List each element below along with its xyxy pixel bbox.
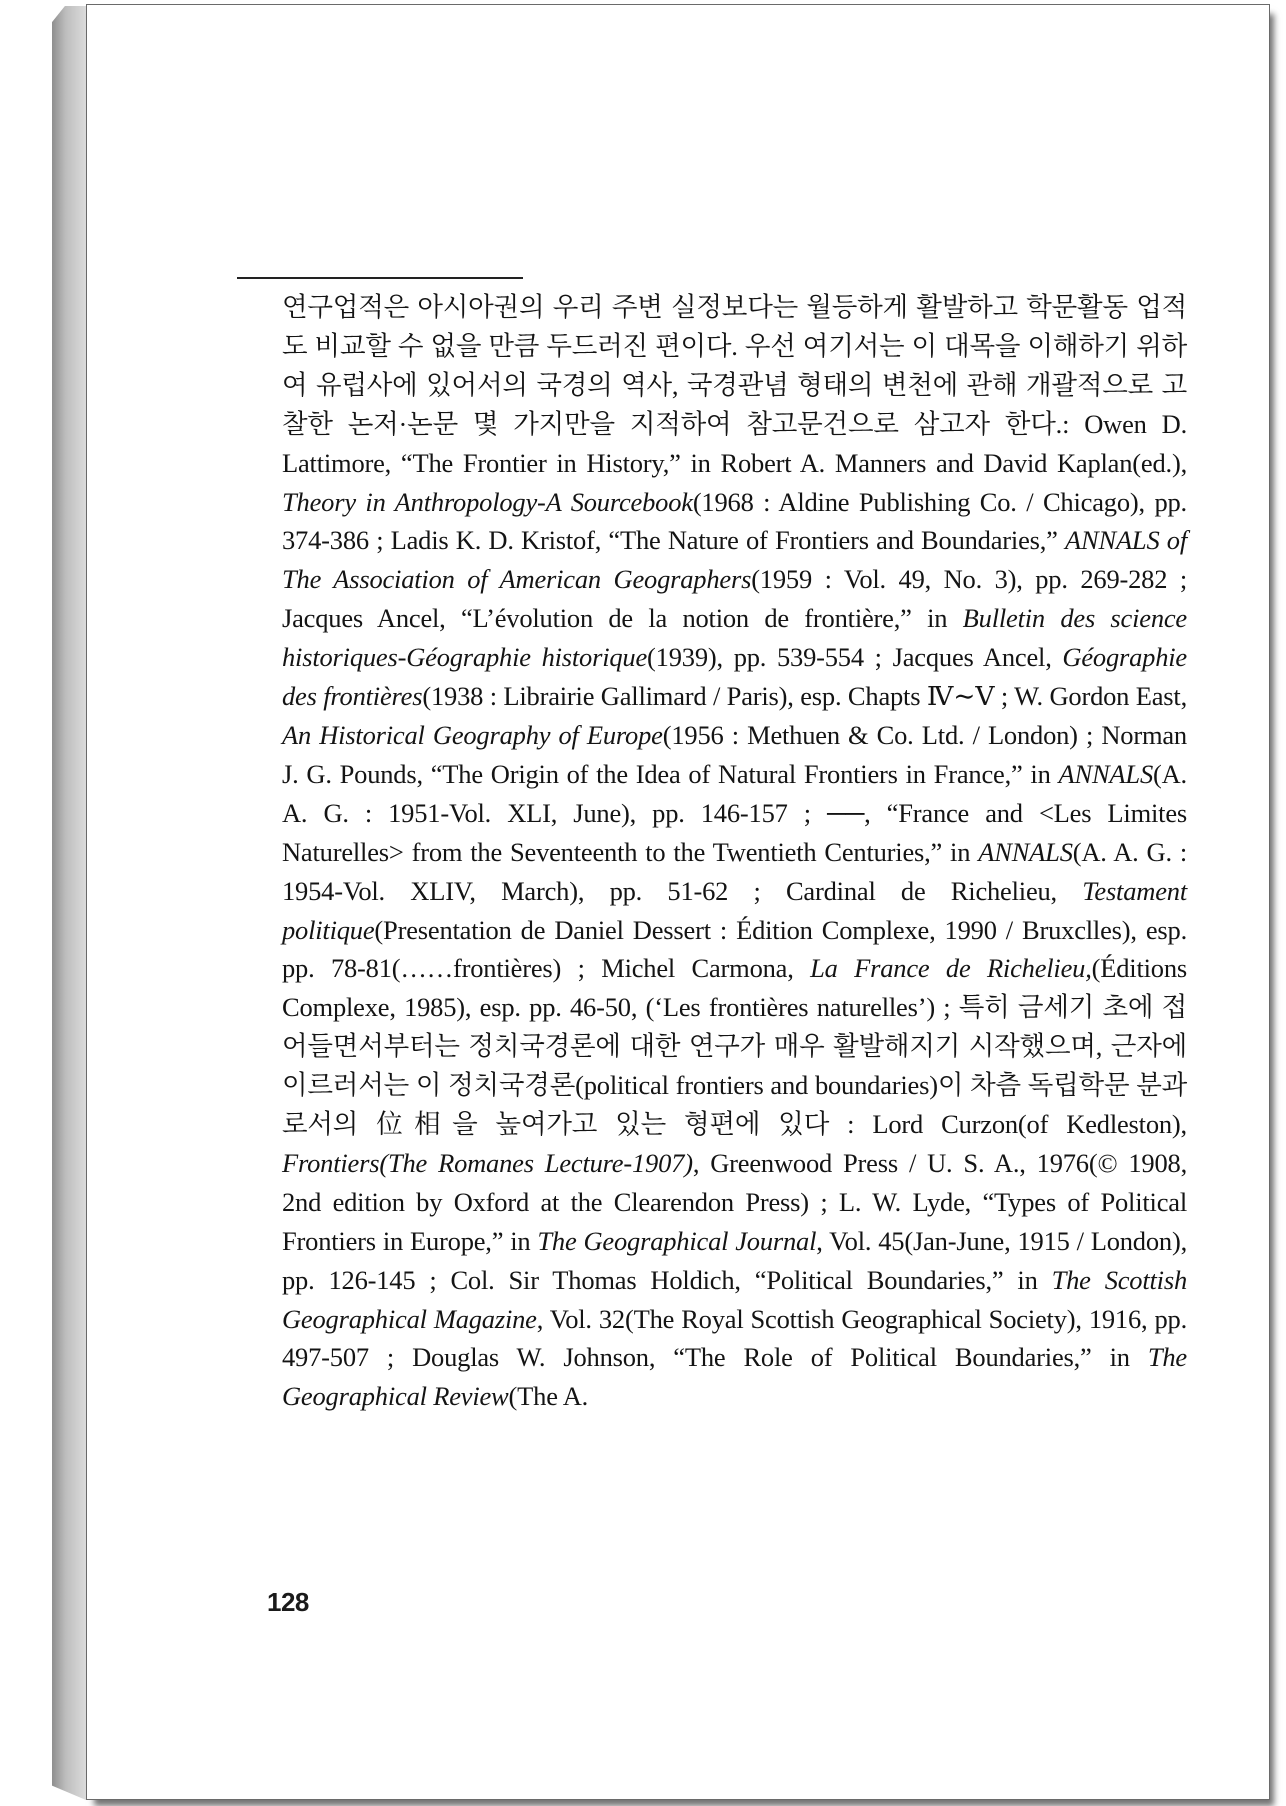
footnote-italic-title: The Geographical Review bbox=[282, 1342, 1187, 1412]
book-page-edge bbox=[52, 6, 86, 1800]
footnote-run: (Presentation de Daniel Dessert : Édition Complexe, 1990 / Bruxclles), esp. pp. 78-81(……frontières) ; Michel Carmona, bbox=[282, 914, 1187, 984]
footnote-run: (A. A. G. : 1954-Vol. XLIV, March), pp. 51-62 ; Cardinal de Richelieu, bbox=[282, 836, 1188, 906]
footnote-run: (1959 : Vol. 49, No. 3), pp. 269-282 ; Jacques Ancel, “L’évolution de la notion de frontière,” in bbox=[282, 564, 1187, 634]
footnote-text bbox=[282, 288, 1187, 1416]
footnote-separator bbox=[237, 277, 523, 279]
footnote-italic-title: The Geographical Journal bbox=[537, 1225, 817, 1256]
footnote-italic-title: Frontiers(The Romanes Lecture-1907) bbox=[282, 1147, 693, 1178]
footnote-italic-title: Testament politique bbox=[282, 875, 1187, 945]
footnote-run: 연구업적은 아시아권의 우리 주변 실정보다는 월등하게 활발하고 학문활동 업적도 비교할 수 없을 만큼 두드러진 편이다. 우선 여기서는 이 대목을 이해하기 위하여 유럽사에 있어서의 국경의 역사, 국경관념 형태의 변천에 관해 개괄적으로 고찰한 논저·논문 몇 가지만을 지적하여 참고문건으로 삼고자 한다.: Owen D. Lattimore, “The Frontier in History,” in Robert A. Manners and David Kaplan(ed.), bbox=[282, 292, 1187, 478]
footnote-italic-title: Bulletin des science historiques-Géographie historique bbox=[282, 603, 1187, 673]
footnote-run: , Vol. 32(The Royal Scottish Geographical Society), 1916, pp. 497-507 ; Douglas W. Johnson, “The Role of Political Boundaries,” in bbox=[282, 1303, 1187, 1373]
footnote-italic-title: An Historical Geography of Europe bbox=[282, 719, 663, 750]
footnote-italic-title: La France de Richelieu, bbox=[810, 953, 1092, 984]
footnote-run: (Éditions Complexe, 1985), esp. pp. 46-50, (‘Les frontières naturelles’) ; 특히 금세기 초에 접어들면서부터는 정치국경론에 대한 연구가 매우 활발해지기 시작했으며, 근자에 이르러서는 이 정치국경론(political frontiers and boundaries)이 차츰 독립학문 분과로서의 位相을 높여가고 있는 형편에 있다 : Lord Curzon(of Kedleston), bbox=[282, 953, 1187, 1140]
footnote-italic-title: Géographie des frontières bbox=[282, 642, 1187, 712]
footnote-run: (1938 : Librairie Gallimard / Paris), esp. Chapts Ⅳ∼Ⅴ ; W. Gordon East, bbox=[422, 681, 1187, 712]
footnote-run: , Greenwood Press / U. S. A., 1976(© 1908, 2nd edition by Oxford at the Clearendon Press) ; L. W. Lyde, “Types of Political Frontiers in Europe,” in bbox=[282, 1147, 1188, 1256]
footnote-run: , Vol. 45(Jan-June, 1915 / London), pp. 126-145 ; Col. Sir Thomas Holdich, “Political Boundaries,” in bbox=[282, 1225, 1187, 1295]
footnote-italic-title: ANNALS bbox=[978, 836, 1073, 867]
footnote-italic-title: The Scottish Geographical Magazine bbox=[282, 1264, 1188, 1334]
footnote-italic-title: ANNALS of The Association of American Geographers bbox=[282, 525, 1187, 595]
footnote-run: (1939), pp. 539-554 ; Jacques Ancel, bbox=[647, 642, 1063, 673]
page-number: 128 bbox=[267, 1587, 309, 1617]
footnote-run: (A. A. G. : 1951-Vol. XLI, June), pp. 146-157 ; ──, “France and <Les Limites Naturelles> from the Seventeenth to the Twentieth Centuries,” in bbox=[282, 758, 1187, 867]
footnote-run: (The A. bbox=[508, 1381, 589, 1412]
footnote-run: (1968 : Aldine Publishing Co. / Chicago), pp. 374-386 ; Ladis K. D. Kristof, “The Nature of Frontiers and Boundaries,” bbox=[282, 486, 1187, 556]
book-page bbox=[86, 4, 1270, 1800]
footnote-run: (1956 : Methuen & Co. Ltd. / London) ; Norman J. G. Pounds, “The Origin of the Idea of Natural Frontiers in France,” in bbox=[282, 719, 1187, 789]
footnote-italic-title: Theory in Anthropology-A Sourcebook bbox=[282, 486, 693, 517]
footnote-italic-title: ANNALS bbox=[1058, 758, 1153, 789]
